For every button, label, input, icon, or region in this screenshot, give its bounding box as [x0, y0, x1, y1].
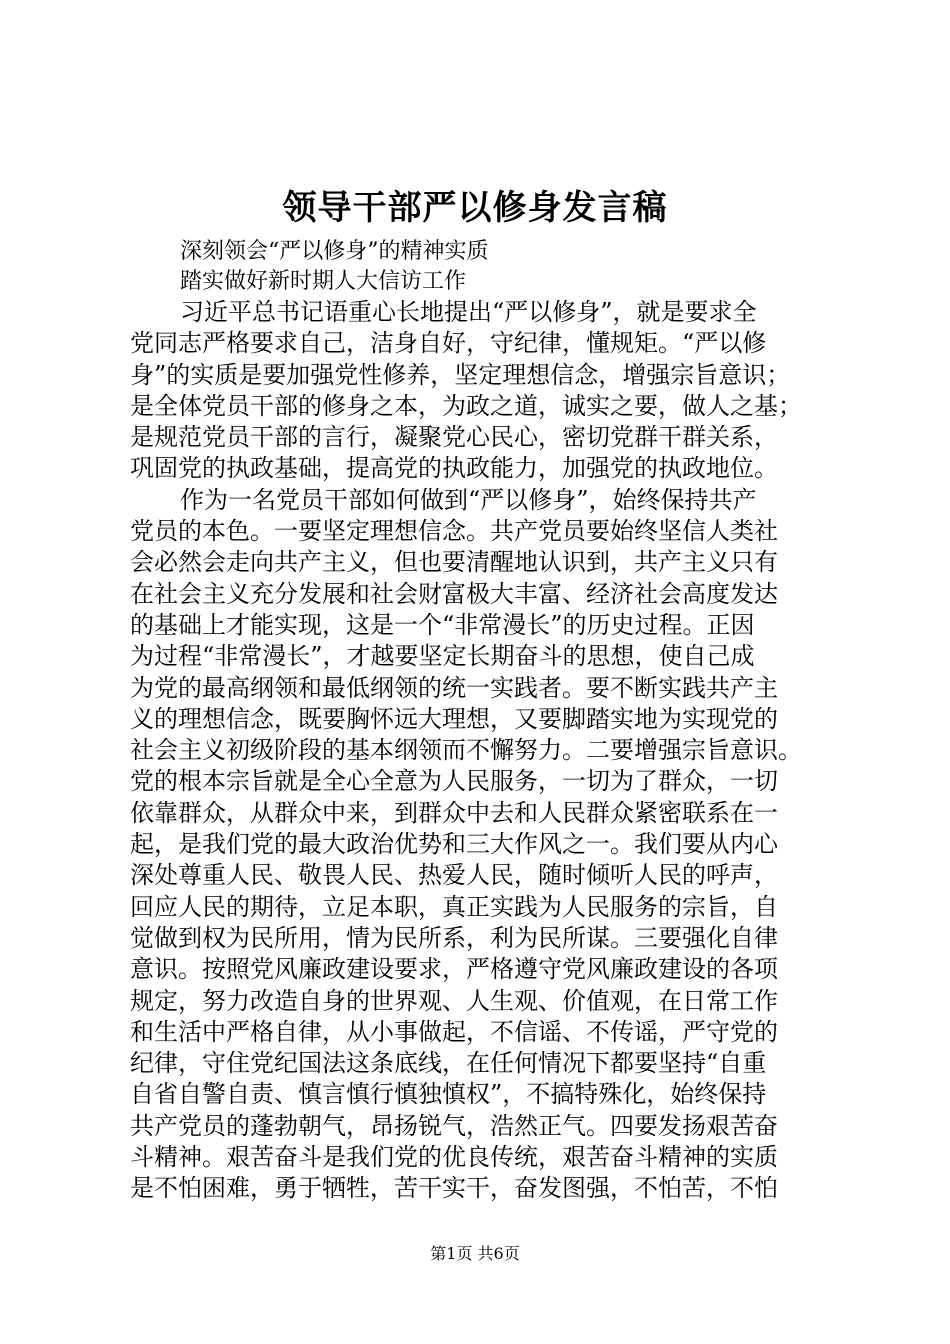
- paragraph-line: 起，是我们党的最大政治优势和三大作风之一。我们要从内心: [130, 830, 778, 859]
- paragraph-line: 为过程“非常漫长”，才越要坚定长期奋斗的思想，使自己成: [130, 642, 755, 671]
- paragraph-line: 会必然会走向共产主义，但也要清醒地认识到，共产主义只有: [130, 548, 778, 577]
- paragraph-line: 的基础上才能实现，这是一个“非常漫长”的历史过程。正因: [130, 610, 755, 639]
- paragraph-line: 规定，努力改造自身的世界观、人生观、价值观，在日常工作: [130, 986, 778, 1015]
- paragraph-line: 作为一名党员干部如何做到“严以修身”，始终保持共产: [180, 485, 757, 514]
- paragraph-line: 是全体党员干部的修身之本，为政之道，诚实之要，做人之基；: [130, 391, 802, 420]
- paragraph-line: 巩固党的执政基础，提高党的执政能力，加强党的执政地位。: [130, 454, 778, 483]
- paragraph-line: 觉做到权为民所用，情为民所系，利为民所谋。三要强化自律: [130, 923, 778, 952]
- paragraph-line: 在社会主义充分发展和社会财富极大丰富、经济社会高度发达: [130, 579, 778, 608]
- paragraph-line: 深处尊重人民、敬畏人民、热爱人民，随时倾听人民的呼声，: [130, 861, 778, 890]
- page-footer: 第1页 共6页: [430, 1244, 520, 1263]
- paragraph-line: 社会主义初级阶段的基本纲领而不懈努力。二要增强宗旨意识。: [130, 736, 802, 765]
- paragraph-line: 身”的实质是要加强党性修养，坚定理想信念，增强宗旨意识；: [130, 360, 791, 389]
- paragraph-line: 依靠群众，从群众中来，到群众中去和人民群众紧密联系在一: [130, 798, 778, 827]
- paragraph-line: 意识。按照党风廉政建设要求，严格遵守党风廉政建设的各项: [130, 955, 778, 984]
- paragraph-line: 纪律，守住党纪国法这条底线，在任何情况下都要坚持“自重: [130, 1049, 767, 1078]
- paragraph-line: 共产党员的蓬勃朝气，昂扬锐气，浩然正气。四要发扬艰苦奋: [130, 1111, 778, 1140]
- paragraph-line: 党的根本宗旨就是全心全意为人民服务，一切为了群众，一切: [130, 767, 778, 796]
- paragraph-line: 是规范党员干部的言行，凝聚党心民心，密切党群干群关系，: [130, 423, 778, 452]
- paragraph-line: 党同志严格要求自己，洁身自好，守纪律，懂规矩。“严以修: [130, 329, 767, 358]
- document-title: 领导干部严以修身发言稿: [282, 188, 668, 228]
- paragraph-line: 回应人民的期待，立足本职，真正实践为人民服务的宗旨，自: [130, 892, 778, 921]
- paragraph-line: 为党的最高纲领和最低纲领的统一实践者。要不断实践共产主: [130, 673, 778, 702]
- paragraph-line: 自省自警自责、慎言慎行慎独慎权”，不搞特殊化，始终保持: [130, 1080, 767, 1109]
- paragraph-line: 斗精神。艰苦奋斗是我们党的优良传统，艰苦奋斗精神的实质: [130, 1143, 778, 1172]
- paragraph-line: 是不怕困难，勇于牺牲，苦干实干，奋发图强，不怕苦，不怕: [130, 1174, 778, 1203]
- paragraph-line: 义的理想信念，既要胸怀远大理想，又要脚踏实地为实现党的: [130, 704, 778, 733]
- body-text: [130, 297, 830, 1205]
- paragraph-line: 和生活中严格自律，从小事做起，不信谣、不传谣，严守党的: [130, 1017, 778, 1046]
- subtitle-1: 深刻领会“严以修身”的精神实质: [180, 239, 489, 264]
- subtitle-2: 踏实做好新时期人大信访工作: [180, 269, 467, 294]
- paragraph-line: 党员的本色。一要坚定理想信念。共产党员要始终坚信人类社: [130, 517, 778, 546]
- paragraph-line: 习近平总书记语重心长地提出“严以修身”，就是要求全: [180, 298, 757, 326]
